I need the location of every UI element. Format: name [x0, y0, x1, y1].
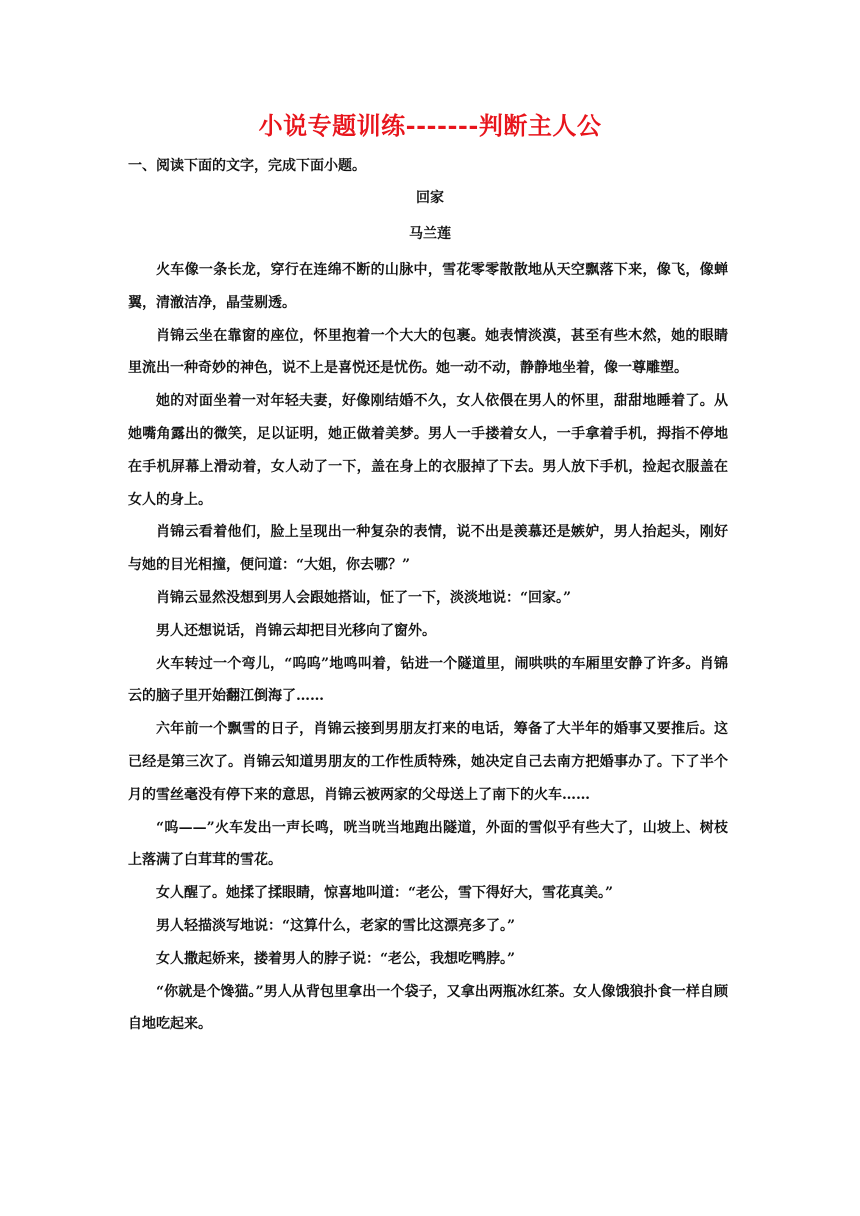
paragraph: 肖锦云看着他们，脸上呈现出一种复杂的表情，说不出是羡慕还是嫉妒，男人抬起头，刚好与她的目光相撞，便问道：“大姐，你去哪？”	[128, 524, 728, 574]
paragraph: 男人轻描淡写地说：“这算什么，老家的雪比这漂亮多了。”	[156, 917, 516, 934]
paragraph: 六年前一个飘雪的日子，肖锦云接到男朋友打来的电话，筹备了大半年的婚事又要推后。这已经是第三次了。肖锦云知道男朋友的工作性质特殊，她决定自己去南方把婚事办了。下了半个月的雪丝毫没有停下来的意思，肖锦云被两家的父母送上了南下的火车……	[128, 721, 728, 803]
paragraph: 她的对面坐着一对年轻夫妻，好像刚结婚不久，女人依偎在男人的怀里，甜甜地睡着了。从她嘴角露出的微笑，足以证明，她正做着美梦。男人一手搂着女人，一手拿着手机，拇指不停地在手机屏幕上滑动着，女人动了一下，盖在身上的衣服掉了下去。男人放下手机，捡起衣服盖在女人的身上。	[128, 393, 728, 508]
paragraph: “你就是个馋猫。”男人从背包里拿出一个袋子，又拿出两瓶冰红茶。女人像饿狼扑食一样自顾自地吃起来。	[128, 983, 728, 1033]
paragraph: 火车转过一个弯儿，“呜呜”地鸣叫着，钻进一个隧道里，闹哄哄的车厢里安静了许多。肖锦云的脑子里开始翻江倒海了……	[128, 655, 728, 705]
document-title: 小说专题训练-------判断主人公	[258, 111, 602, 140]
paragraph: 肖锦云显然没想到男人会跟她搭讪，怔了一下，淡淡地说：“回家。”	[156, 589, 572, 606]
paragraph: “呜——”火车发出一声长鸣，咣当咣当地跑出隧道，外面的雪似乎有些大了，山坡上、树枝上落满了白茸茸的雪花。	[128, 819, 728, 869]
paragraph: 女人醒了。她揉了揉眼睛，惊喜地叫道：“老公，雪下得好大，雪花真美。”	[156, 885, 614, 902]
story-author: 马兰莲	[409, 226, 451, 242]
paragraph: 女人撒起娇来，搂着男人的脖子说：“老公，我想吃鸭脖。”	[156, 950, 516, 967]
paragraph: 火车像一条长龙，穿行在连绵不断的山脉中，雪花零零散散地从天空飘落下来，像飞，像蝉翼，清澈洁净，晶莹剔透。	[128, 262, 728, 311]
section-heading: 一、阅读下面的文字，完成下面小题。	[128, 158, 366, 174]
paragraph: 男人还想说话，肖锦云却把目光移向了窗外。	[156, 622, 436, 639]
story-body	[128, 254, 728, 1041]
paragraph: 肖锦云坐在靠窗的座位，怀里抱着一个大大的包裹。她表情淡漠，甚至有些木然，她的眼睛里流出一种奇妙的神色，说不上是喜悦还是忧伤。她一动不动，静静地坐着，像一尊雕塑。	[128, 327, 728, 377]
story-title: 回家	[416, 190, 444, 206]
